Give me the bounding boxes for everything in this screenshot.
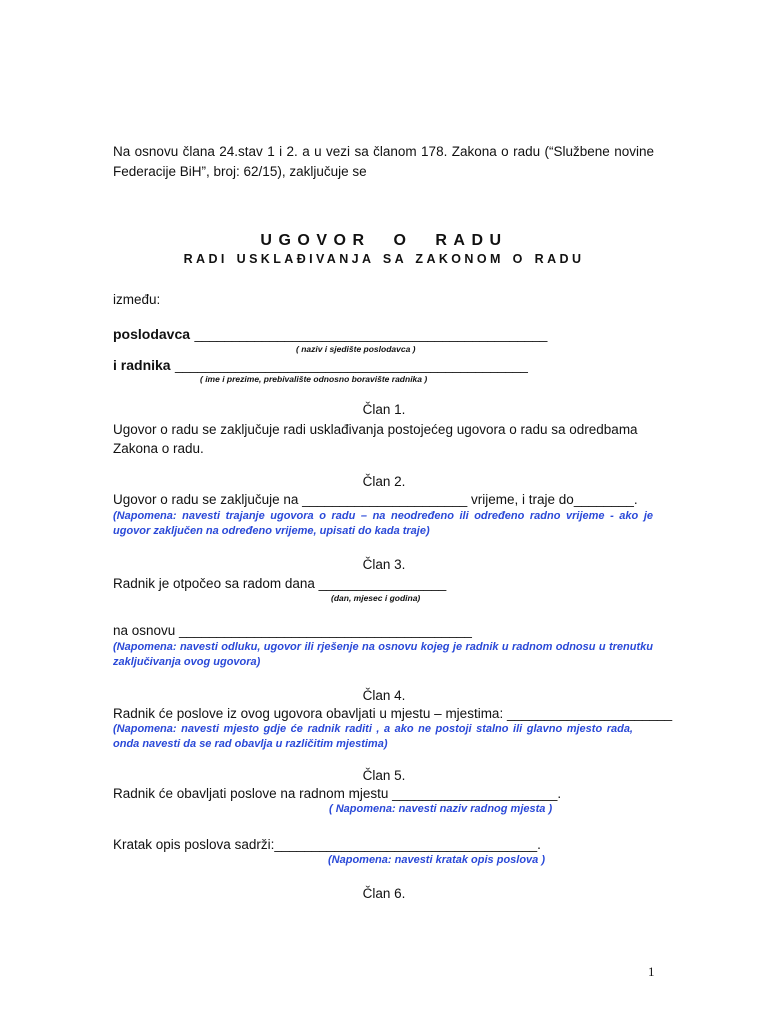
employer-line xyxy=(113,326,547,344)
article-6-heading: Član 6. xyxy=(362,886,406,901)
article-5-text: Radnik će obavljati poslove na radnom mjestu ______________________. xyxy=(113,786,562,801)
article-2-note: (Napomena: navesti trajanje ugovora o radu – na neodređeno ili određeno radno vrijeme - ako je ugovor zaključen na određeno vrijeme, upisati do kada traje) xyxy=(113,510,653,537)
article-1-heading: Član 1. xyxy=(362,402,406,417)
article-5-desc-text: Kratak opis poslova sadrži:___________________________________. xyxy=(113,837,541,852)
worker-line xyxy=(113,357,528,375)
employer-blank: _______________________________________________ xyxy=(194,327,548,342)
employer-note: ( naziv i sjedište poslodavca ) xyxy=(296,344,416,354)
article-3-text: Radnik je otpočeo sa radom dana _________________ xyxy=(113,576,447,591)
document-title: UGOVOR O RADU xyxy=(260,232,508,249)
worker-note: ( ime i prezime, prebivalište odnosno boravište radnika ) xyxy=(200,374,428,384)
article-4-note: (Napomena: navesti mjesto gdje će radnik raditi , a ako ne postoji stalno ili glavno mjesto rada, onda navesti da se rad obavlja u različitim mjestima) xyxy=(113,723,633,750)
article-5-note: ( Napomena: navesti naziv radnog mjesta ) xyxy=(329,803,553,815)
page-number: 1 xyxy=(648,964,655,979)
between-label: između: xyxy=(113,292,161,307)
worker-label: i radnika xyxy=(113,357,171,373)
article-5-heading: Član 5. xyxy=(362,768,406,783)
article-3-heading: Član 3. xyxy=(362,557,406,572)
article-3-basis-text: na osnovu _______________________________________ xyxy=(113,623,472,638)
worker-blank: _______________________________________________ xyxy=(175,358,528,373)
employer-label: poslodavca xyxy=(113,326,191,342)
intro-paragraph: Na osnovu člana 24.stav 1 i 2. a u vezi sa članom 178. Zakona o radu (“Službene novine Federacije BiH”, broj: 62/15), zaključuje se xyxy=(113,144,654,179)
article-1-text: Ugovor o radu se zaključuje radi usklađivanja postojećeg ugovora o radu sa odredbama Zakona o radu. xyxy=(113,422,638,456)
article-4-heading: Član 4. xyxy=(362,688,406,703)
article-3-basis-note: (Napomena: navesti odluku, ugovor ili rješenje na osnovu kojeg je radnik u radnom odnosu u trenutku zaključivanja ovog ugovora) xyxy=(113,641,653,668)
article-2-heading: Član 2. xyxy=(362,474,406,489)
article-2-text: Ugovor o radu se zaključuje na ______________________ vrijeme, i traje do________. xyxy=(113,492,638,507)
article-4-text: Radnik će poslove iz ovog ugovora obavljati u mjestu – mjestima: ______________________ xyxy=(113,706,673,721)
article-3-date-note: (dan, mjesec i godina) xyxy=(331,593,421,603)
article-5-desc-note: (Napomena: navesti kratak opis poslova ) xyxy=(328,854,546,866)
document-subtitle: RADI USKLAĐIVANJA SA ZAKONOM O RADU xyxy=(183,252,585,266)
